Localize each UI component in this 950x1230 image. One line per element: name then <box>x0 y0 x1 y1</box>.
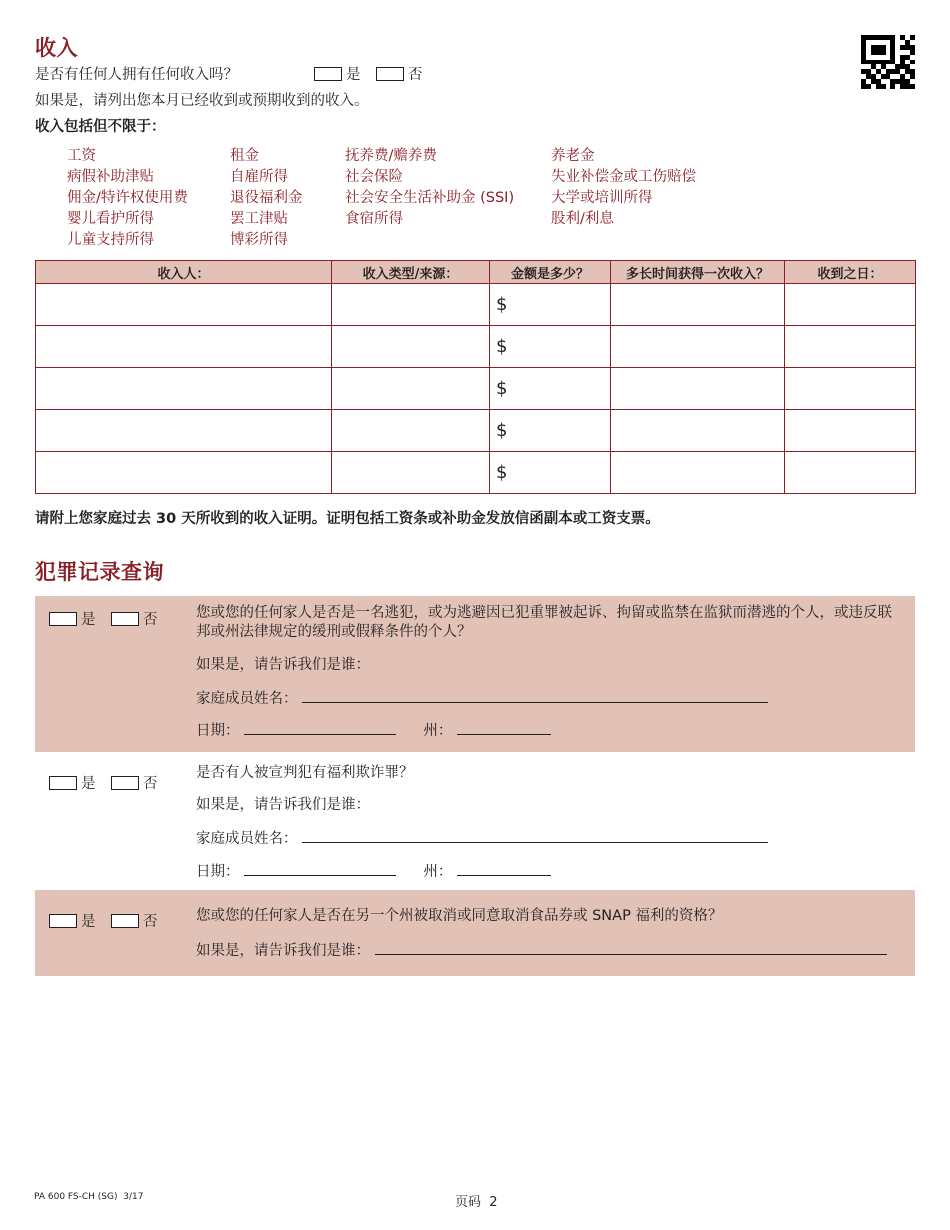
recipient-cell[interactable] <box>36 326 332 368</box>
dollar-sign: $ <box>496 462 508 483</box>
q3-no-option[interactable] <box>111 910 158 931</box>
income-yes-checkbox[interactable] <box>314 67 342 81</box>
q1-date-state-row <box>196 720 551 741</box>
income-type: 自雇所得 <box>230 169 288 185</box>
income-type: 股利/利息 <box>551 211 614 227</box>
income-type: 罢工津贴 <box>230 211 288 227</box>
date-cell[interactable] <box>785 452 916 494</box>
column-header-frequency: 多长时间获得一次收入？ <box>611 261 785 284</box>
income-types-col1 <box>67 144 188 249</box>
q2-question: 是否有人被宣判犯有福利欺诈罪？ <box>196 765 414 781</box>
frequency-cell[interactable] <box>611 326 785 368</box>
date-cell[interactable] <box>785 410 916 452</box>
income-type: 博彩所得 <box>230 232 288 248</box>
q1-member-name-field[interactable] <box>302 688 768 703</box>
q2-if-yes: 如果是，请告诉我们是谁： <box>196 797 370 813</box>
table-row <box>36 284 916 326</box>
criminal-title: 犯罪记录查询 <box>35 560 164 584</box>
income-type: 抚养费/赡养费 <box>345 148 437 164</box>
q2-state-field[interactable] <box>457 861 551 876</box>
q3-no-label: 否 <box>143 914 158 930</box>
q1-if-yes: 如果是，请告诉我们是谁： <box>196 657 370 673</box>
q2-yes-label: 是 <box>81 776 96 792</box>
criminal-q2-section <box>35 752 915 890</box>
q1-date-label: 日期： <box>196 723 240 739</box>
dollar-sign: $ <box>496 294 508 315</box>
q2-yes-option[interactable] <box>49 772 96 793</box>
income-type: 大学或培训所得 <box>551 190 653 206</box>
income-type: 食宿所得 <box>345 211 403 227</box>
income-type: 退役福利金 <box>230 190 303 206</box>
amount-cell[interactable] <box>490 452 611 494</box>
income-types-col3 <box>345 144 514 228</box>
type-cell[interactable] <box>332 452 490 494</box>
q2-no-checkbox[interactable] <box>111 776 139 790</box>
q1-member-name-label: 家庭成员姓名： <box>196 691 298 707</box>
column-header-type: 收入类型/来源： <box>332 261 490 284</box>
q2-yes-checkbox[interactable] <box>49 776 77 790</box>
income-type: 养老金 <box>551 148 595 164</box>
q2-no-option[interactable] <box>111 772 158 793</box>
recipient-cell[interactable] <box>36 410 332 452</box>
q2-member-name-row <box>196 828 768 849</box>
table-row <box>36 326 916 368</box>
q3-no-checkbox[interactable] <box>111 914 139 928</box>
frequency-cell[interactable] <box>611 368 785 410</box>
frequency-cell[interactable] <box>611 284 785 326</box>
income-no-label: 否 <box>408 67 423 83</box>
criminal-q1-section <box>35 596 915 752</box>
income-instruction: 如果是，请列出您本月已经收到或预期收到的收入。 <box>35 93 369 109</box>
q2-date-state-row <box>196 861 551 882</box>
form-id: PA 600 FS-CH (SG) 3/17 <box>34 1192 144 1202</box>
q1-no-checkbox[interactable] <box>111 612 139 626</box>
q1-no-label: 否 <box>143 612 158 628</box>
q1-question: 您或您的任何家人是否是一名逃犯，或为逃避因已犯重罪被起诉、拘留或监禁在监狱而潜逃的个人，或违反联邦或州法律规定的缓刑或假释条件的个人？ <box>196 605 892 640</box>
amount-cell[interactable] <box>490 368 611 410</box>
type-cell[interactable] <box>332 284 490 326</box>
q1-no-option[interactable] <box>111 608 158 629</box>
q1-date-field[interactable] <box>244 720 396 735</box>
income-no-checkbox[interactable] <box>376 67 404 81</box>
q3-name-field[interactable] <box>375 940 887 955</box>
q2-date-field[interactable] <box>244 861 396 876</box>
frequency-cell[interactable] <box>611 410 785 452</box>
q3-question: 您或您的任何家人是否在另一个州被取消或同意取消食品券或 SNAP 福利的资格？ <box>196 908 723 924</box>
frequency-cell[interactable] <box>611 452 785 494</box>
dollar-sign: $ <box>496 378 508 399</box>
q1-yes-checkbox[interactable] <box>49 612 77 626</box>
q1-state-label: 州： <box>423 723 453 739</box>
type-cell[interactable] <box>332 326 490 368</box>
income-no-option[interactable] <box>376 63 423 84</box>
income-types-col2 <box>230 144 303 249</box>
table-row <box>36 452 916 494</box>
income-title: 收入 <box>35 36 78 60</box>
q3-if-yes: 如果是，请告诉我们是谁： <box>196 943 370 959</box>
recipient-cell[interactable] <box>36 284 332 326</box>
amount-cell[interactable] <box>490 410 611 452</box>
table-row <box>36 410 916 452</box>
amount-cell[interactable] <box>490 326 611 368</box>
q1-state-field[interactable] <box>457 720 551 735</box>
table-row <box>36 368 916 410</box>
q1-yes-label: 是 <box>81 612 96 628</box>
income-table-header-row <box>36 261 916 284</box>
income-types-col4 <box>551 144 696 228</box>
income-yes-label: 是 <box>346 67 361 83</box>
recipient-cell[interactable] <box>36 452 332 494</box>
q3-yes-option[interactable] <box>49 910 96 931</box>
q2-no-label: 否 <box>143 776 158 792</box>
income-type: 工资 <box>67 148 96 164</box>
income-type: 社会安全生活补助金 (SSI) <box>345 190 515 206</box>
date-cell[interactable] <box>785 368 916 410</box>
income-type: 病假补助津贴 <box>67 169 154 185</box>
income-table <box>35 260 916 494</box>
q2-member-name-label: 家庭成员姓名： <box>196 831 298 847</box>
column-header-amount: 金额是多少？ <box>490 261 611 284</box>
amount-cell[interactable] <box>490 284 611 326</box>
q2-date-label: 日期： <box>196 864 240 880</box>
page-number: 页码 2 <box>455 1195 498 1210</box>
column-header-date: 收到之日： <box>785 261 916 284</box>
income-type: 儿童支持所得 <box>67 232 154 248</box>
income-question: 是否有任何人拥有任何收入吗？ <box>35 67 238 83</box>
income-type: 婴儿看护所得 <box>67 211 154 227</box>
q1-member-name-row <box>196 688 768 709</box>
q3-if-yes-row <box>196 940 887 961</box>
date-cell[interactable] <box>785 284 916 326</box>
qr-code <box>861 35 915 89</box>
type-cell[interactable] <box>332 410 490 452</box>
income-type: 佣金/特许权使用费 <box>67 190 188 206</box>
type-cell[interactable] <box>332 368 490 410</box>
income-type: 社会保险 <box>345 169 403 185</box>
q3-yes-checkbox[interactable] <box>49 914 77 928</box>
dollar-sign: $ <box>496 420 508 441</box>
column-header-recipient: 收入人： <box>36 261 332 284</box>
income-includes-label: 收入包括但不限于： <box>35 119 166 135</box>
q3-yes-label: 是 <box>81 914 96 930</box>
criminal-q3-section <box>35 890 915 976</box>
q2-state-label: 州： <box>423 864 453 880</box>
date-cell[interactable] <box>785 326 916 368</box>
q1-yes-option[interactable] <box>49 608 96 629</box>
income-type: 租金 <box>230 148 259 164</box>
income-type: 失业补偿金或工伤赔偿 <box>551 169 696 185</box>
recipient-cell[interactable] <box>36 368 332 410</box>
income-proof-note: 请附上您家庭过去 30 天所收到的收入证明。证明包括工资条或补助金发放信函副本或工资支票。 <box>35 511 660 527</box>
q2-member-name-field[interactable] <box>302 828 768 843</box>
income-yes-option[interactable] <box>314 63 361 84</box>
dollar-sign: $ <box>496 336 508 357</box>
